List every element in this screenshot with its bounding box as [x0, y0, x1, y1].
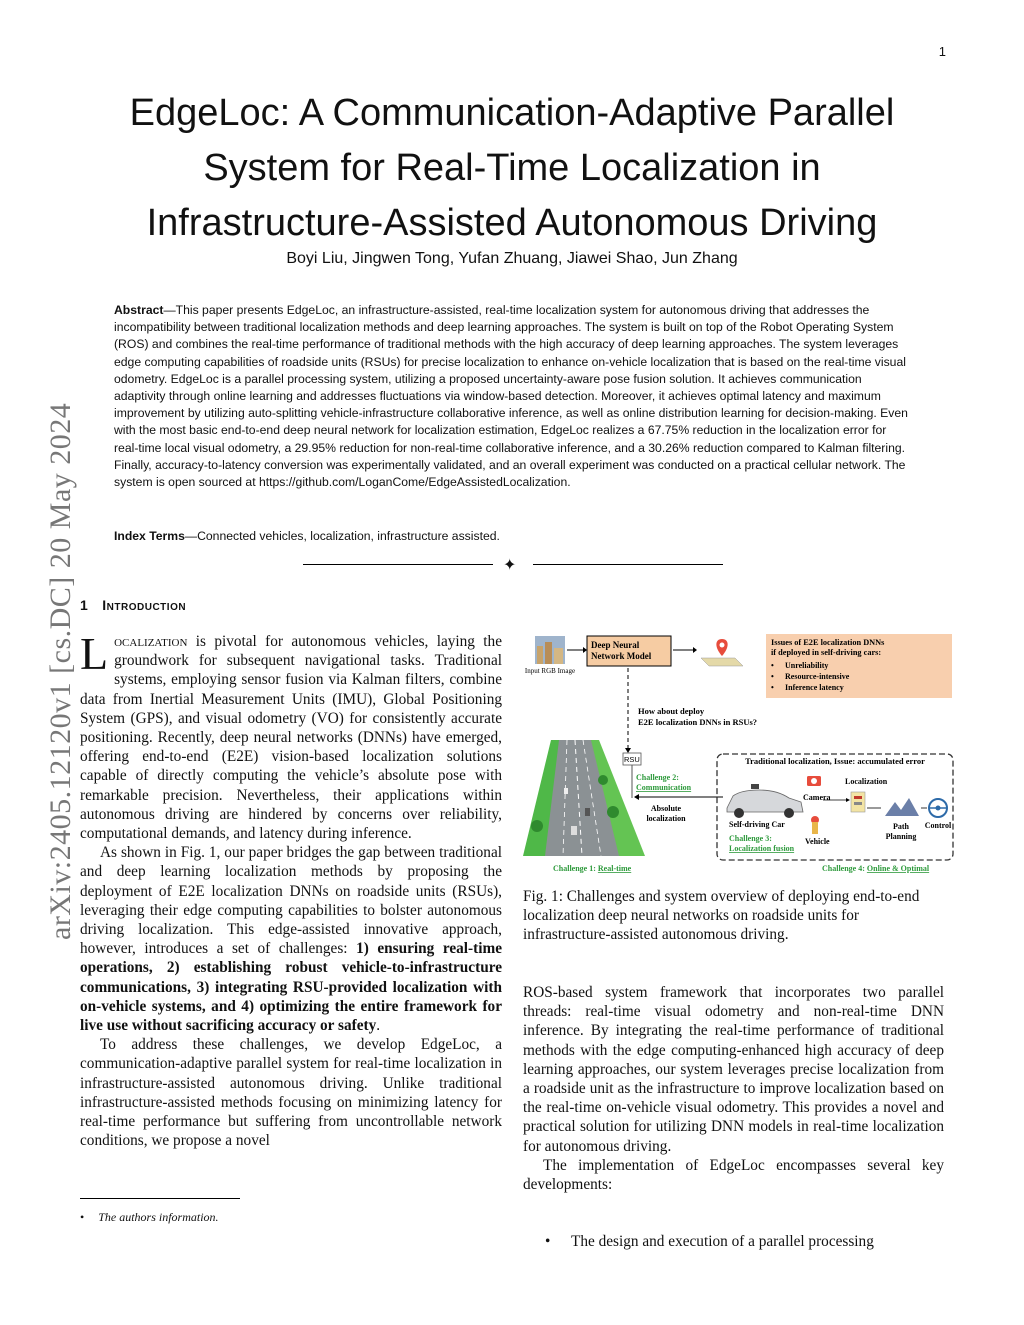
title-line: System for Real-Time Localization in	[203, 147, 821, 189]
path-planning-icon	[885, 798, 919, 816]
abstract-text: —This paper presents EdgeLoc, an infrastructure-assisted, real-time localization system for autonomous driving that addresses the incompatibility between traditional localization methods and deep learning approaches. The system is built on top of the Robot Operating System (ROS) and combines the real-time performance of traditional methods with the high accuracy of deep learning approaches. The system leverages edge computing capabilities of roadside units (RSUs) for precise localization to enhance on-vehicle localization that is based on the real-time visual odometry. EdgeLoc is a parallel processing system, utilizing a proposed uncertainty-aware pose fusion solution. It achieves communication adaptivity through online learning and addresses fluctuations via window-based detection. Moreover, it achieves optimal latency and maximum improvement by utilizing auto-splitting vehicle-infrastructure collaborative inference, as well as online distribution learning for decision-making. Even with the most basic end-to-end deep neural network for localization estimation, EdgeLoc realizes a 67.75% reduction in the localization error for real-time local visual odometry, a 29.95% reduction for non-real-time collaborative inference, and a 30.26% reduction compared to Kalman filtering. Finally, accuracy-to-latency conversion was experimentally validated, and an overall experiment was conducted on a practical cellular network. The system is open sourced at https://github.com/LoganCome/EdgeAssistedLocalization.	[114, 303, 908, 490]
footnote-rule	[80, 1198, 240, 1199]
arxiv-identifier[interactable]: arXiv:2405.12120v1 [cs.DC] 20 May 2024	[44, 402, 77, 940]
arrow-head-icon	[634, 794, 639, 800]
localization-device-icon	[851, 792, 865, 812]
right-paragraph-1: ROS-based system framework that incorporates two parallel threads: real-time visual odometry and non-real-time DNN inference. By integrating the real-time performance of traditional methods with the edge computing-enhanced high accuracy of deep learning approaches, our system leverages precise localization from a roadside unit as the infrastructure to improve localization based on the real-time on-vehicle visual odometry. This provides a novel and practical solution for utilizing DNN models in real-time localization for autonomous driving.	[523, 984, 944, 1155]
list-item	[545, 1232, 944, 1251]
issue-bullet-icon: •	[771, 683, 774, 692]
rsu-label: RSU	[624, 755, 640, 764]
footnote-text: The authors information.	[98, 1210, 219, 1224]
footnote-bullet: •	[80, 1210, 85, 1224]
left-column	[80, 628, 503, 1150]
challenge-1-label: Challenge 1: Real-time	[553, 864, 632, 873]
list-bullet: •	[545, 1233, 551, 1250]
camera-label: Camera	[803, 793, 831, 802]
divider-line-right	[533, 564, 723, 565]
abstract	[114, 302, 910, 491]
path-planning-label: Path Planning	[885, 822, 917, 841]
index-terms	[114, 528, 910, 545]
camera-icon	[807, 776, 821, 786]
issue-item: Resource-intensive	[785, 672, 850, 681]
author-list: Boyi Liu, Jingwen Tong, Yufan Zhuang, Jiawei Shao, Jun Zhang	[286, 250, 738, 267]
intro-paragraph-2-text: As shown in Fig. 1, our paper bridges the gap between traditional and deep learning localization methods by proposing the deployment of E2E localization DNNs on roadside units (RSUs), leveraging their edge computing capabilities to bolster autonomous driving localization. This edge-assisted innovative approach, however, introduces a set of challenges:	[80, 844, 502, 958]
figure-1-diagram	[523, 630, 955, 880]
list-item-text: The design and execution of a parallel processing	[571, 1233, 874, 1250]
vehicle-sensor-icon	[811, 816, 819, 834]
paper-title	[100, 86, 924, 251]
issue-bullet-icon: •	[771, 672, 774, 681]
arrow-head-icon	[846, 798, 850, 802]
page-number: 1	[938, 44, 946, 59]
issue-item: Inference latency	[785, 683, 844, 692]
index-terms-text: —Connected vehicles, localization, infrastructure assisted.	[184, 529, 500, 543]
divider-line-left	[303, 564, 493, 565]
control-label: Control	[924, 821, 952, 830]
self-driving-car-label: Self-driving Car	[729, 820, 785, 829]
self-driving-car-icon	[727, 784, 803, 818]
arrow-head-icon	[693, 647, 697, 653]
section-divider	[303, 555, 723, 575]
figure-1-caption: Fig. 1: Challenges and system overview of deploying end-to-end localization deep neural networks on roadside units for infrastructure-assisted autonomous driving.	[523, 888, 920, 944]
issue-bullet-icon: •	[771, 661, 774, 670]
map-pin-icon	[701, 639, 743, 666]
section-number: 1	[80, 597, 89, 613]
right-paragraph-2: The implementation of EdgeLoc encompasses several key developments:	[523, 1156, 944, 1194]
index-terms-label: Index Terms	[114, 529, 185, 543]
traditional-localization-title: Traditional localization, Issue: accumulated error	[745, 756, 925, 766]
issues-title: Issues of E2E localization DNNs if deployed in self-driving cars:	[771, 638, 885, 657]
challenge-3-label: Challenge 3: Localization fusion	[729, 834, 795, 853]
steering-wheel-icon	[929, 799, 947, 817]
dnn-model-label: Deep Neural Network Model	[591, 640, 652, 661]
issue-item: Unreliability	[785, 661, 829, 670]
section-heading-introduction	[80, 597, 186, 613]
arrow-head-icon	[625, 748, 631, 753]
absolute-localization-label: Absolute localization	[646, 804, 686, 823]
intro-paragraph-2	[80, 843, 502, 1035]
intro-challenges-bold: 1) ensuring real-time operations, 2) establishing robust vehicle-to-infrastructure communications, 3) integrating RSU-provided localization with on-vehicle systems, and 4) optimizing the entire framework for live use without sacrificing accuracy or safety	[80, 940, 503, 1035]
challenge-2-label: Challenge 2: Communication	[636, 773, 692, 792]
challenge-4-label: Challenge 4: Online & Optimal	[822, 864, 930, 873]
divider-ornament-icon: ✦	[503, 557, 517, 574]
intro-paragraph-1	[80, 628, 502, 843]
input-image-thumbnail	[535, 636, 565, 664]
title-line: EdgeLoc: A Communication-Adaptive Parallel	[129, 92, 895, 134]
question-text: How about deploy E2E localization DNNs in RSUs?	[638, 706, 758, 727]
intro-paragraph-1-text: is pivotal for autonomous vehicles, laying the groundwork for subsequent navigational tasks. Traditional systems, employing sensor fusion via Kalman filters, combine data from Inertial Measurement Units (IMU), Global Positioning System (GPS), and visual odometry (VO) for consistently accurate positioning. Recently, deep neural networks (DNNs) have emerged, offering end-to-end (E2E) vision-based localization solutions capable of directly computing the vehicle’s absolute pose with remarkable precision. Nevertheless, their applications within autonomous driving are hindered by concerns over reliability, computational demands, and latency during inference.	[80, 633, 502, 843]
intro-paragraph-2-end: .	[376, 1017, 381, 1035]
section-title: Introduction	[102, 597, 187, 613]
dropcap-letter: L	[80, 628, 109, 679]
title-line: Infrastructure-Assisted Autonomous Driving	[146, 202, 878, 244]
footnote	[80, 1210, 219, 1225]
vehicle-label: Vehicle	[805, 837, 830, 846]
right-column	[523, 983, 944, 1194]
dropcap-smallcaps: ocalization	[114, 633, 188, 650]
intro-paragraph-3: To address these challenges, we develop EdgeLoc, a communication-adaptive parallel system for real-time localization in infrastructure-assisted autonomous driving. Unlike traditional infrastructure-assisted methods focusing on minimizing latency for real-time performance but suffering from uncontrollable network conditions, we propose a novel	[80, 1036, 502, 1150]
arrow-head-icon	[583, 647, 587, 653]
input-image-label: Input RGB Image	[524, 667, 576, 675]
abstract-label: Abstract	[114, 303, 164, 317]
localization-label: Localization	[845, 777, 888, 786]
